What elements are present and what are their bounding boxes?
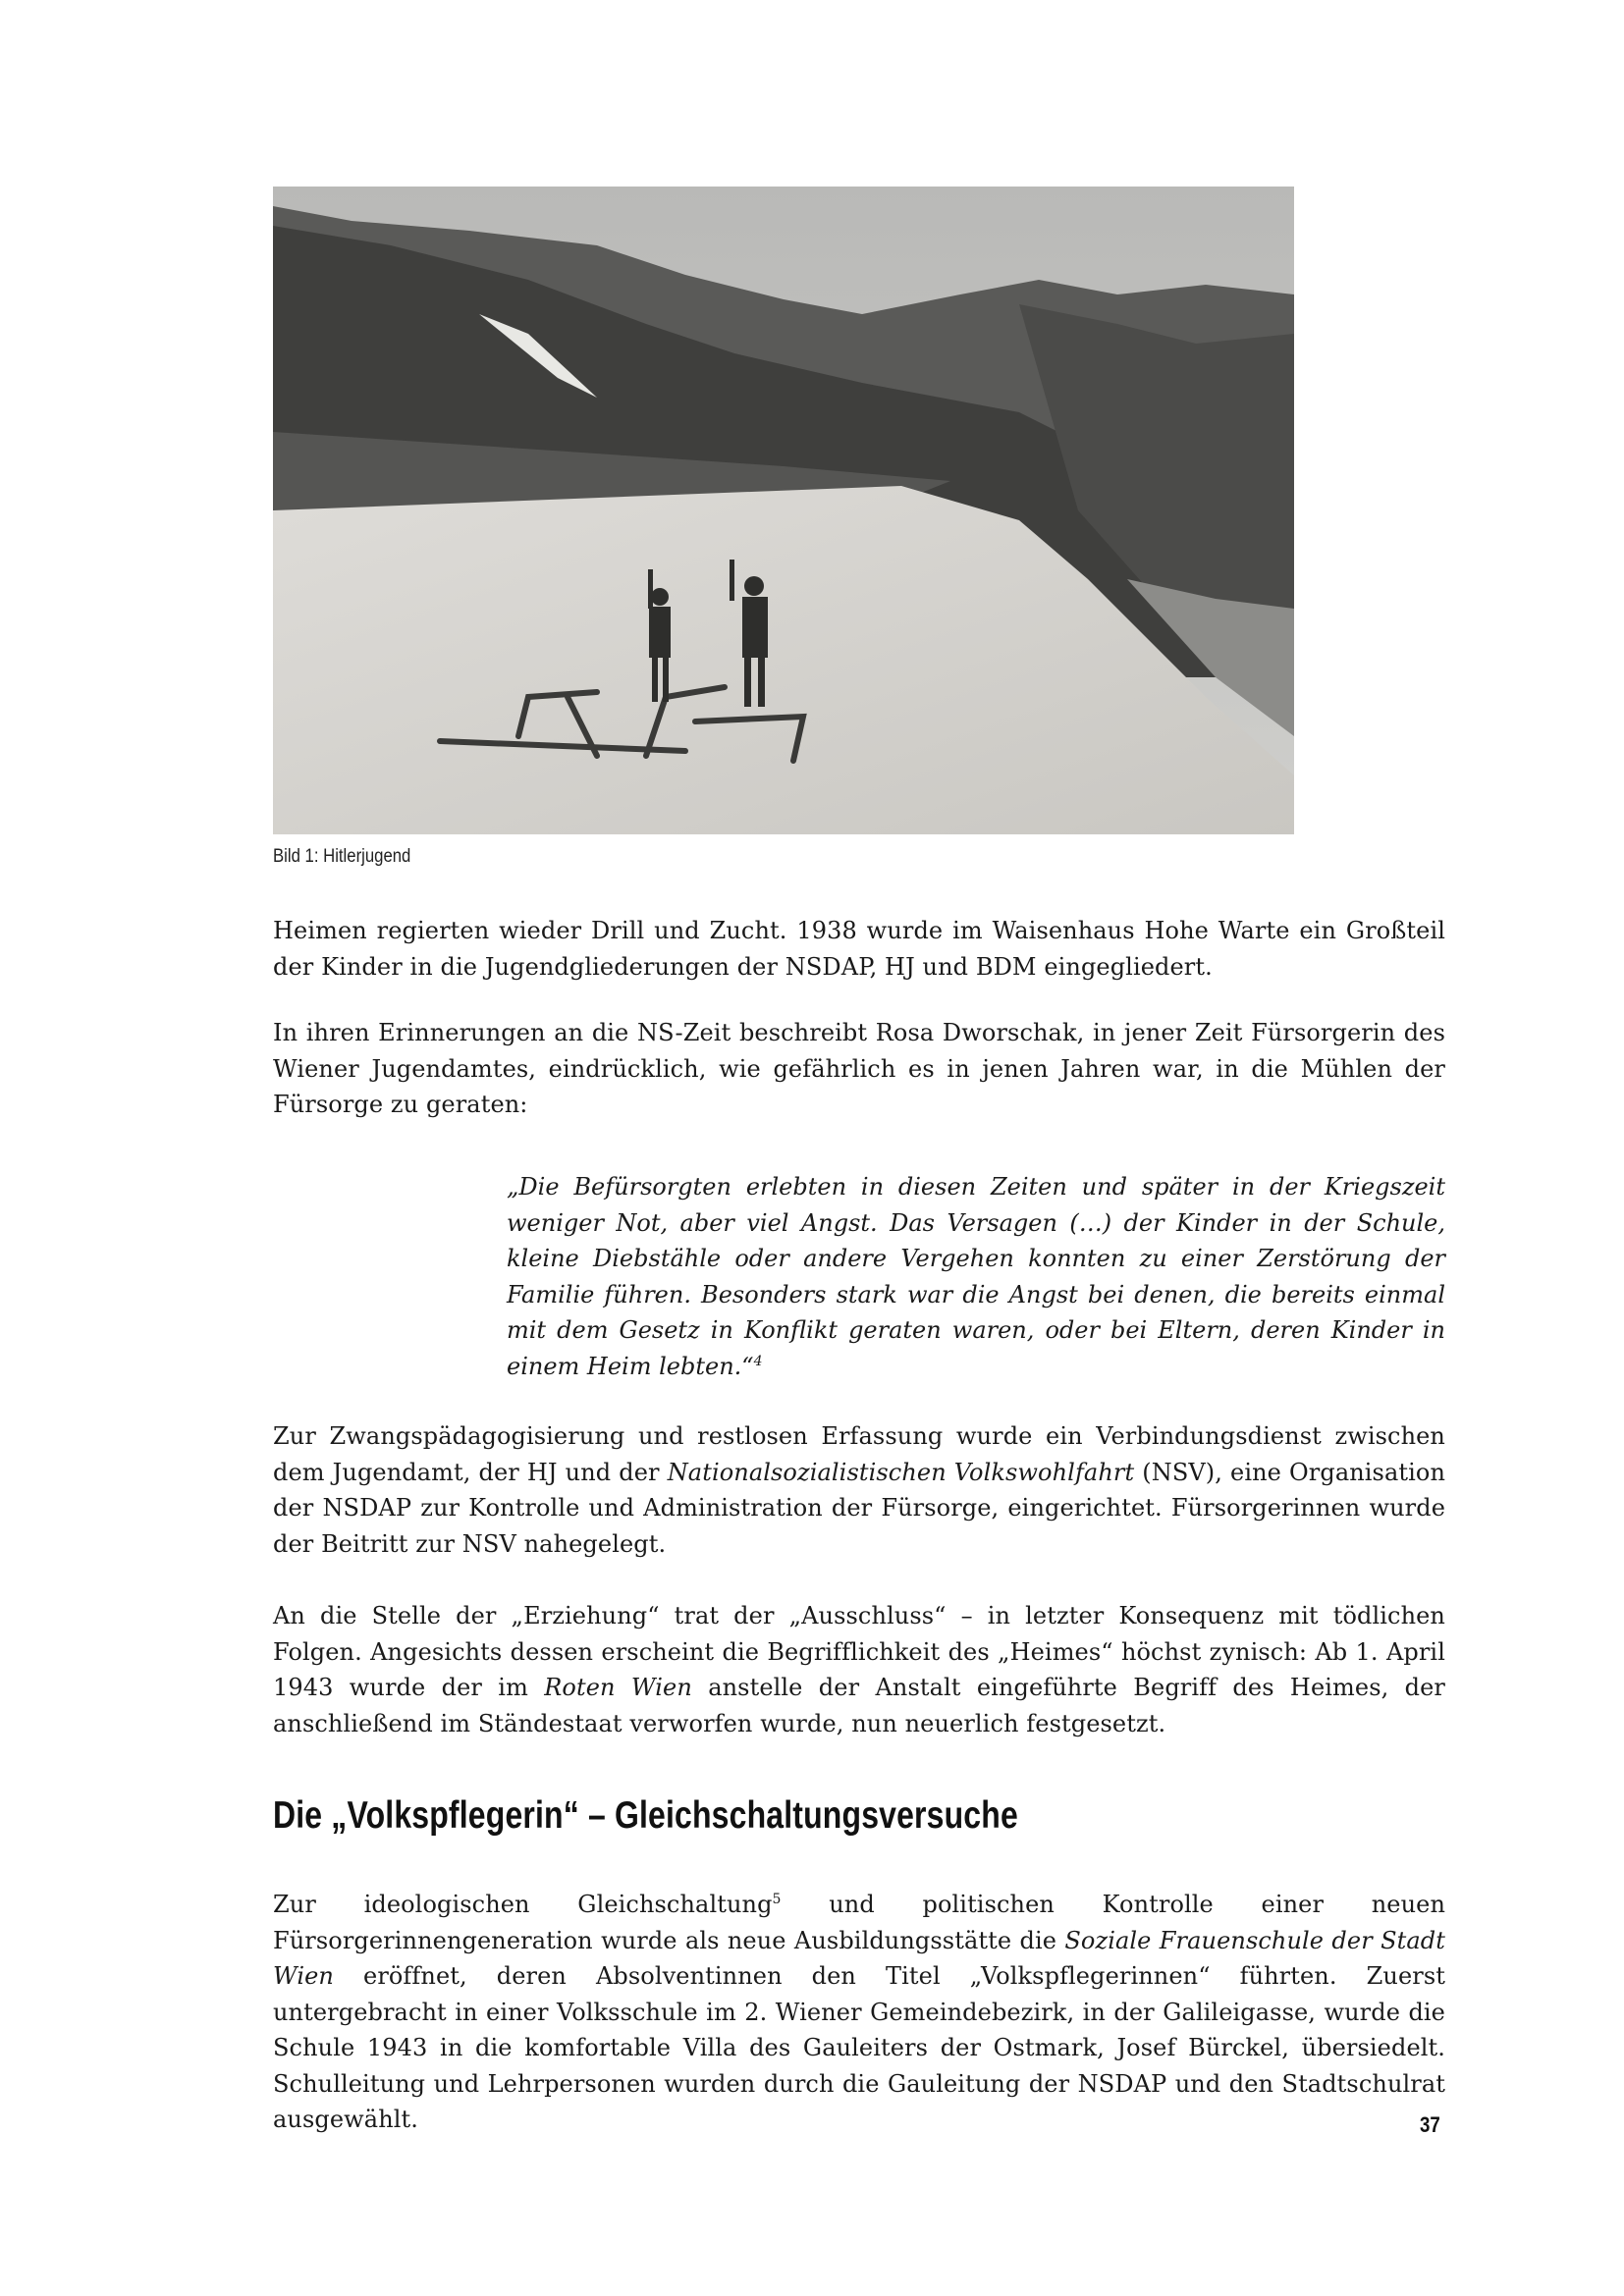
section-heading: Die „Volkspflegerin“ – Gleichschaltungsversuche	[273, 1794, 1018, 1837]
quote-text: „Die Befürsorgten erlebten in diesen Zeiten und später in der Kriegszeit weniger Not, aber viel Angst. Das Versagen (…) der Kinder in der Schule, kleine Diebstähle oder andere Vergehen konnten zu einer Zerstörung der Familie führen. Besonders stark war die Angst bei denen, die bereits einmal mit dem Gesetz in Konflikt geraten waren, oder bei Eltern, deren Kinder in einem Heim lebten.“	[507, 1173, 1445, 1380]
paragraph-1: Heimen regierten wieder Drill und Zucht. 1938 wurde im Waisenhaus Hohe Warte ein Großteil der Kinder in die Jugendgliederungen der NSDAP, HJ und BDM eingegliedert.	[273, 917, 1445, 981]
paragraph-5-emphasis: Soziale Frauenschule der Stadt Wien	[273, 1926, 1446, 1990]
page-number: 37	[1420, 2112, 1440, 2137]
paragraph-4	[273, 1598, 1445, 1741]
paragraph-3-emphasis: Nationalsozialistischen Volkswohlfahrt	[667, 1458, 1135, 1486]
paragraph-5-text-c: eröffnet, deren Absolventinnen den Titel „Volkspflegerinnen“ führten. Zuerst untergebracht in einer Volksschule im 2. Wiener Gemeindebezirk, in der Galileigasse, wurde die Schule 1943 in die komfortable Villa des Gauleiters der Ostmark, Josef Bürckel, übersiedelt. Schulleitung und Lehrpersonen wurden durch die Gauleitung der NSDAP und den Stadtschulrat ausgewählt.	[273, 1962, 1445, 2133]
paragraph-4-text-a: An die Stelle der „Erziehung“ trat der „Ausschluss“ – in letzter Konsequenz mit tödlichen Folgen. Angesichts dessen erscheint die Begrifflichkeit des „Heimes“ höchst zynisch: Ab 1. April 1943 wurde der im	[273, 1602, 1445, 1701]
block-quote	[507, 1169, 1445, 1384]
paragraph-2: In ihren Erinnerungen an die NS-Zeit beschreibt Rosa Dworschak, in jener Zeit Fürsorgerin des Wiener Jugendamtes, eindrücklich, wie gefährlich es in jenen Jahren war, in die Mühlen der Fürsorge zu geraten:	[273, 1019, 1445, 1118]
paragraph-3-text-a: Zur Zwangspädagogisierung und restlosen Erfassung wurde ein Verbindungsdienst zwischen dem Jugendamt, der HJ und der	[273, 1422, 1445, 1486]
footnote-marker: 5	[772, 1892, 782, 1907]
paragraph-5	[273, 1887, 1445, 2138]
paragraph-5-text-b: und politischen Kontrolle einer neuen Fürsorgerinnengeneration wurde als neue Ausbildungsstätte die	[273, 1891, 1445, 1954]
paragraph-5-text-a: Zur ideologischen Gleichschaltung	[273, 1891, 773, 1918]
paragraph-4-emphasis: Roten Wien	[544, 1674, 692, 1701]
footnote-marker: 4	[753, 1353, 763, 1369]
paragraph-4-text-b: anstelle der Anstalt eingeführte Begriff des Heimes, der anschließend im Ständestaat verworfen wurde, nun neuerlich festgesetzt.	[273, 1674, 1445, 1737]
figure-caption: Bild 1: Hitlerjugend	[273, 846, 411, 867]
historical-photo	[273, 187, 1294, 834]
paragraph-3	[273, 1418, 1445, 1562]
paragraph-3-text-b: (NSV), eine Organisation der NSDAP zur Kontrolle und Administration der Fürsorge, eingerichtet. Fürsorgerinnen wurde der Beitritt zur NSV nahegelegt.	[273, 1458, 1446, 1558]
